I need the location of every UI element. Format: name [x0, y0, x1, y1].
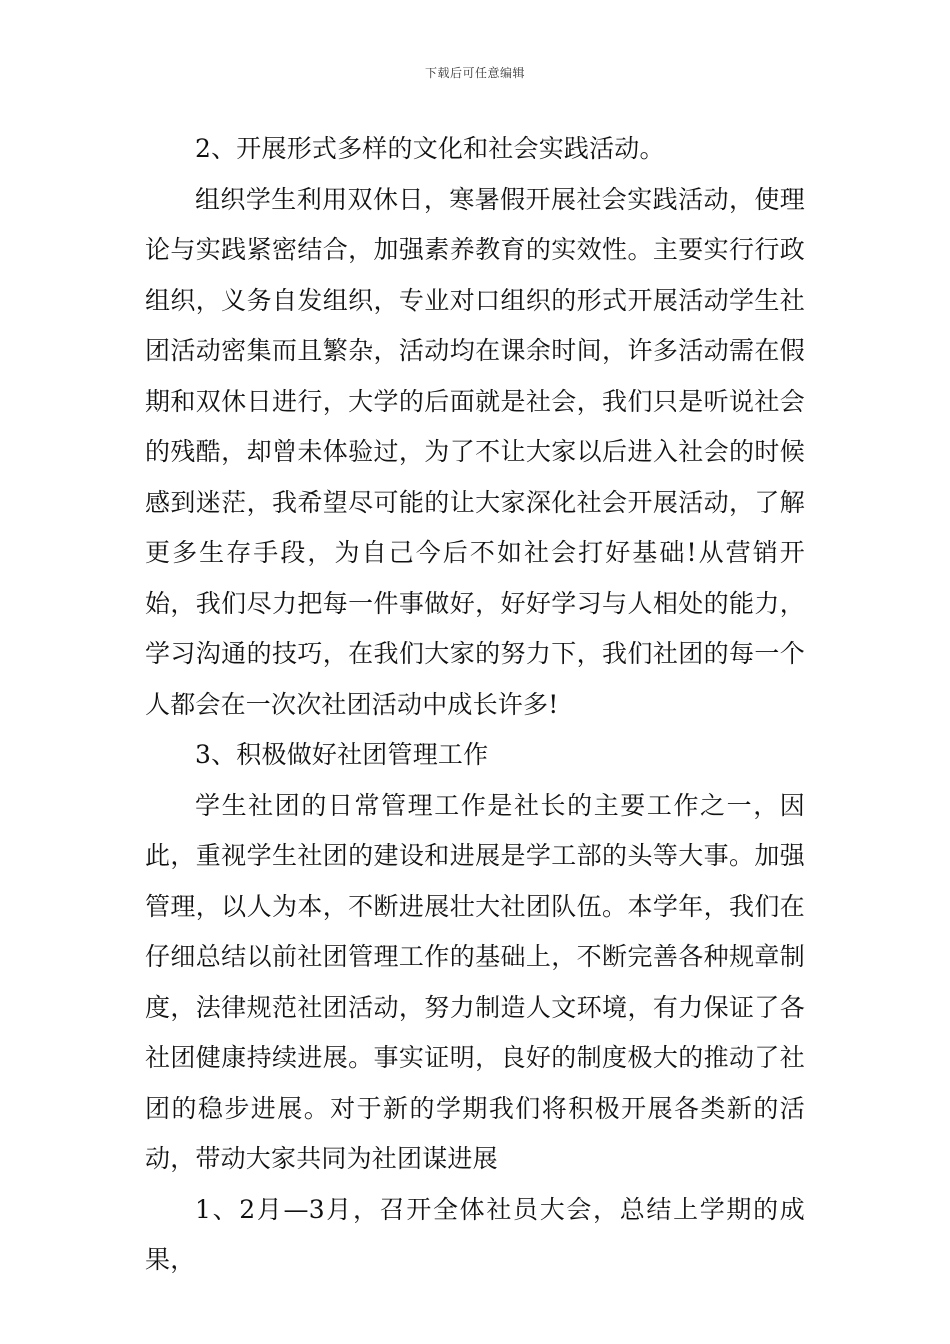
document-body — [145, 124, 805, 1286]
paragraph-club-management: 学生社团的日常管理工作是社长的主要工作之一，因此，重视学生社团的建设和进展是学工部的头等大事。加强管理，以人为本，不断进展壮大社团队伍。本学年，我们在仔细总结以前社团管理工作的基础上，不断完善各种规章制度，法律规范社团活动，努力制造人文环境，有力保证了各社团健康持续进展。事实证明，良好的制度极大的推动了社团的稳步进展。对于新的学期我们将积极开展各类新的活动，带动大家共同为社团谋进展 — [145, 790, 805, 1173]
paragraph-schedule-item-1: 1、2月—3月，召开全体社员大会，总结上学期的成果， — [145, 1194, 805, 1274]
page-header: 下载后可任意编辑 — [424, 66, 525, 80]
paragraph-social-practice: 组织学生利用双休日，寒暑假开展社会实践活动，使理论与实践紧密结合，加强素养教育的实效性。主要实行行政组织，义务自发组织，专业对口组织的形式开展活动学生社团活动密集而且繁杂，活动均在课余时间，许多活动需在假期和双休日进行，大学的后面就是社会，我们只是听说社会的残酷，却曾未体验过，为了不让大家以后进入社会的时候感到迷茫，我希望尽可能的让大家深化社会开展活动，了解更多生存手段，为自己今后不如社会打好基础!从营销开始，我们尽力把每一件事做好，好好学习与人相处的能力，学习沟通的技巧，在我们大家的努力下，我们社团的每一个人都会在一次次社团活动中成长许多! — [145, 184, 805, 719]
paragraph-section-3-heading: 3、积极做好社团管理工作 — [195, 740, 489, 769]
paragraph-section-2-heading: 2、开展形式多样的文化和社会实践活动。 — [195, 134, 665, 163]
